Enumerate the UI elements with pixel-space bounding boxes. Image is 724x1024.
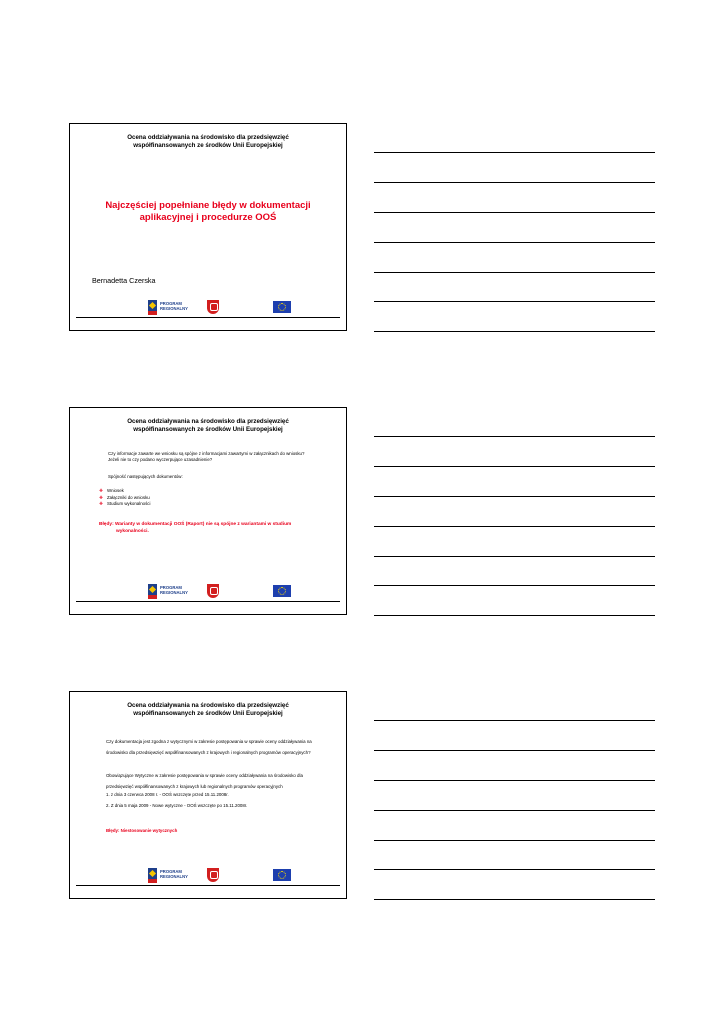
document-list — [99, 488, 150, 508]
slide-title-line-2: współfinansowanych ze środków Unii Europejskiej — [133, 142, 283, 149]
guideline-item-1: 1. z dnia 3 czerwca 2008 r. - OOŚ wszczęte przed 15.11.2008r. — [106, 792, 229, 797]
note-line — [374, 212, 655, 213]
slide-title-line-1: Ocena oddziaływania na środowisko dla przedsięwzięć — [127, 134, 289, 141]
note-line — [374, 780, 655, 781]
flag-icon — [148, 584, 157, 599]
slide-footer — [76, 867, 340, 886]
program-regionalny-logo: PROGRAM REGIONALNY — [148, 584, 198, 599]
slide-3 — [69, 691, 347, 899]
logo-strip — [76, 299, 340, 316]
logo-strip — [76, 867, 340, 884]
diamond-bullet-icon: ❖ — [99, 488, 103, 493]
guidelines-question: Czy dokumentacja jest zgodna z wytycznymi w zakresie postępowania w sprawie oceny oddziaływania na środowisko dla przedsięwzięć współfinansowanych z krajowych i regionalnych programów operacyjnych? — [106, 739, 312, 755]
flag-icon — [148, 868, 157, 883]
note-line — [374, 466, 655, 467]
diamond-bullet-icon: ❖ — [99, 494, 103, 500]
slide-title — [70, 134, 346, 150]
eu-flag-icon — [273, 585, 291, 597]
crest-icon — [207, 584, 219, 598]
list-item: ❖ Studium wykonalności — [99, 501, 151, 506]
note-line — [374, 899, 655, 900]
note-line — [374, 810, 655, 811]
logo-strip — [76, 583, 340, 600]
guideline-item-2: 2. Z dnia 5 maja 2009 - Nowe wytyczne - OOŚ wszczęte po 15.11.2008r. — [106, 803, 248, 808]
note-line — [374, 556, 655, 557]
list-item: ❖ Wniosek — [99, 488, 124, 493]
slide-footer — [76, 583, 340, 602]
crest-icon — [207, 868, 219, 882]
error-note: Błędy: Warianty w dokumentacji OOŚ (Raport) nie są spójne z wariantami w studium wykonalności. — [99, 522, 292, 534]
slide-title — [70, 418, 346, 434]
slide-title — [70, 702, 346, 718]
note-line — [374, 152, 655, 153]
slide-title-line-1: Ocena oddziaływania na środowisko dla przedsięwzięć — [127, 702, 289, 709]
note-line — [374, 720, 655, 721]
guidelines-description: Obowiązujące Wytyczne w zakresie postępowania w sprawie oceny oddziaływania na środowisko dla przedsięwzięć współfinansowanych z krajowych lub regionalnych programów operacyjnych — [106, 773, 303, 789]
note-line — [374, 869, 655, 870]
presentation-heading — [70, 200, 346, 224]
heading-line-1: Najczęściej popełniane błędy w dokumentacji — [105, 200, 311, 211]
note-line — [374, 585, 655, 586]
slide-2 — [69, 407, 347, 615]
note-line — [374, 436, 655, 437]
heading-line-2: aplikacyjnej i procedurze OOŚ — [139, 212, 277, 223]
note-line — [374, 182, 655, 183]
note-line — [374, 840, 655, 841]
note-line — [374, 331, 655, 332]
note-line — [374, 750, 655, 751]
list-item: ❖ Załączniki do wniosku — [99, 494, 150, 500]
note-line — [374, 526, 655, 527]
slide-title-line-1: Ocena oddziaływania na środowisko dla przedsięwzięć — [127, 418, 289, 425]
slide-title-line-2: współfinansowanych ze środków Unii Europejskiej — [133, 426, 283, 433]
note-line — [374, 496, 655, 497]
program-regionalny-logo: PROGRAM REGIONALNY — [148, 300, 198, 315]
author-name: Bernadetta Czerska — [92, 276, 156, 285]
question-text: Czy informacje zawarte we wniosku są spójne z informacjami zawartymi w załącznikach do wniosku? Jeżeli nie to czy podano wyczerpujące uzasadnienie? — [108, 451, 305, 462]
consistency-label: Spójność następujących dokumentów: — [108, 474, 183, 479]
program-regionalny-logo: PROGRAM REGIONALNY — [148, 868, 198, 883]
flag-icon — [148, 300, 157, 315]
slide-title-line-2: współfinansowanych ze środków Unii Europejskiej — [133, 710, 283, 717]
error-note: Błędy: Niestosowanie wytycznych — [106, 828, 178, 833]
slide-footer — [76, 299, 340, 318]
note-line — [374, 615, 655, 616]
note-line — [374, 272, 655, 273]
eu-flag-icon — [273, 301, 291, 313]
crest-icon — [207, 300, 219, 314]
eu-flag-icon — [273, 869, 291, 881]
diamond-bullet-icon: ❖ — [99, 501, 103, 506]
slide-1 — [69, 123, 347, 331]
note-line — [374, 242, 655, 243]
note-line — [374, 301, 655, 302]
